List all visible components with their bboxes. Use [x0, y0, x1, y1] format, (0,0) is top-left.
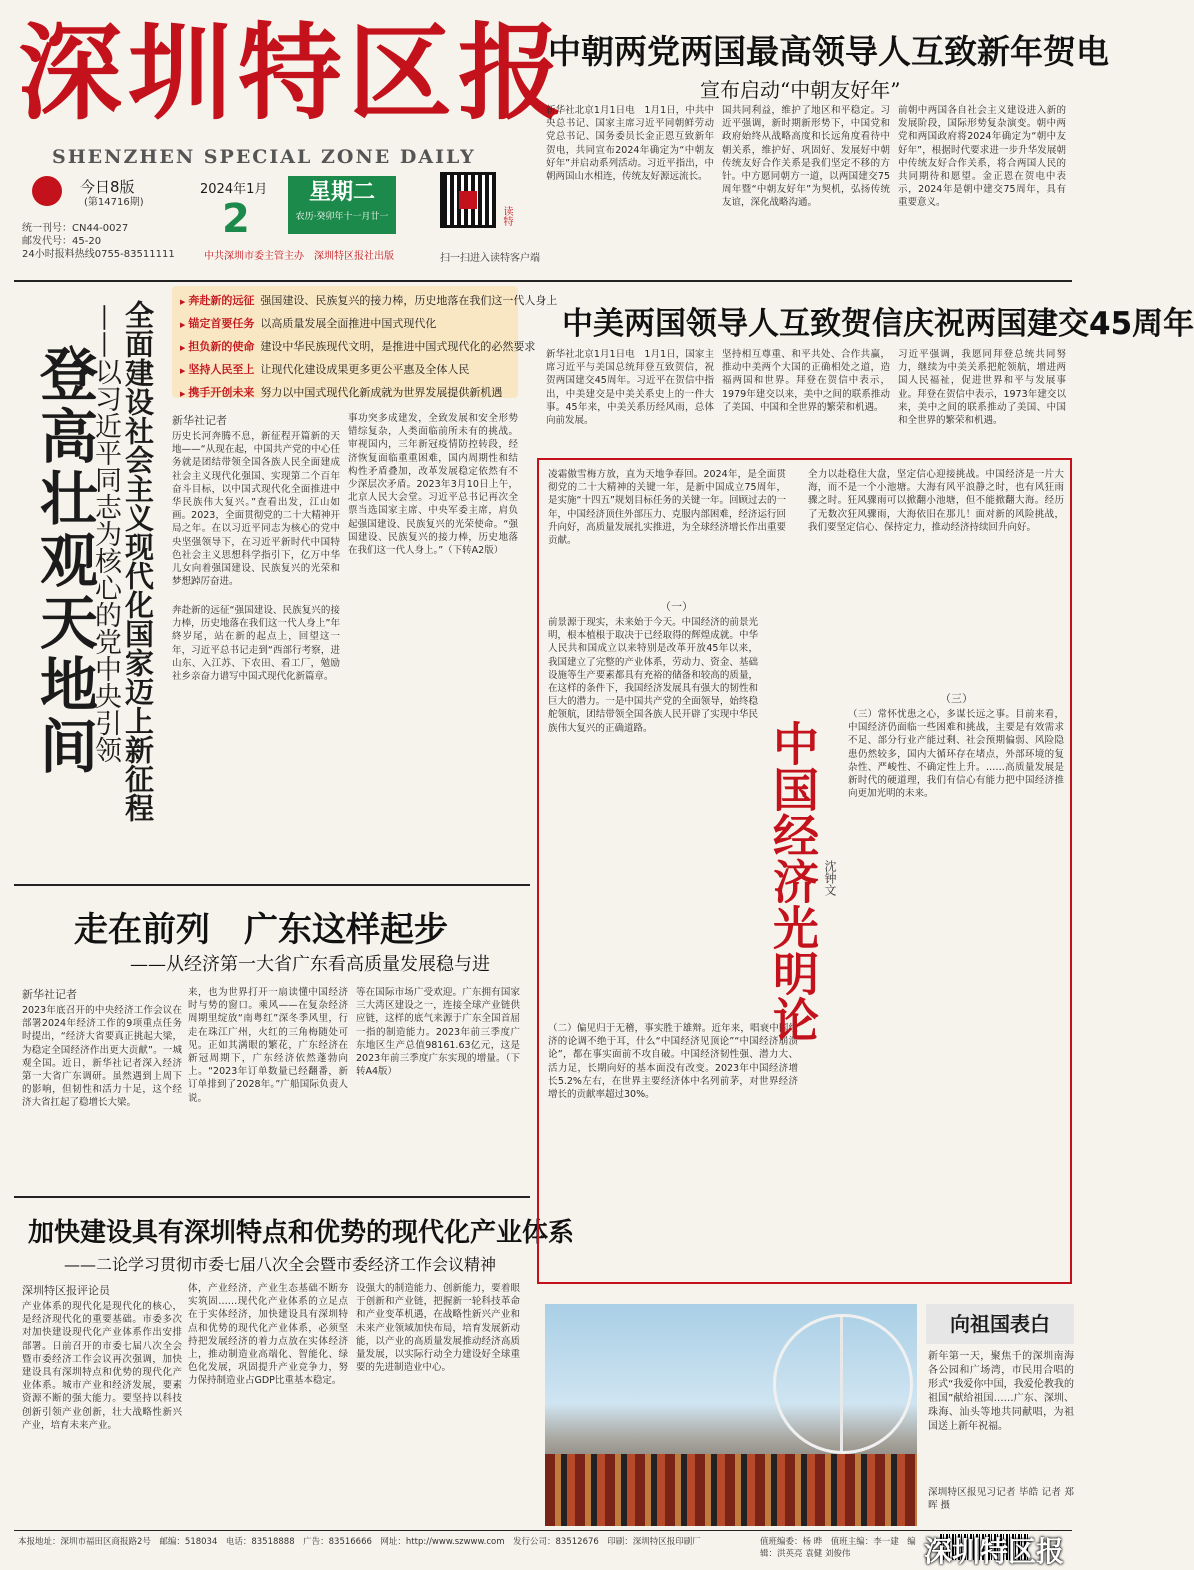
essay-section-3: （三） [940, 692, 973, 705]
footer-divider [14, 1530, 1072, 1531]
date-year-month: 2024年1月 [200, 182, 268, 197]
greeting-title[interactable]: 向祖国表白 [950, 1312, 1050, 1336]
essay-section-1: （一） [660, 600, 693, 613]
essay-col-a: 前景源于现实，未来始于今天。中国经济的前景光明，根本植根于取决于已经取得的辉煌成就。中华人民共和国成立以来特别是改革开放45年以来，我国建立了完整的产业体系，劳动力、资金、基础设施等生产要素都具有充裕的储备和较高的质量，在这样的条件下，我国经济发展具有强大的韧性和巨大的潜力。一是中国共产党的全面领导，始终稳舵领航，团结带领全国各族人民开辟了实现中华民族伟大复兴的正确道路。 [548, 617, 758, 734]
bullet-item[interactable]: ▶ 担负新的使命 建设中华民族现代文明，是推进中国式现代化的必然要求 [180, 336, 518, 359]
greeting-photo [545, 1304, 917, 1526]
greeting-credit: 深圳特区报见习记者 毕皓 记者 郑晖 摄 [928, 1487, 1074, 1512]
info-line-2: 邮发代号：45-20 [22, 236, 102, 247]
guangdong-col2: 来，也为世界打开一扇读懂中国经济时与势的窗口。乘风——在复杂经济周期里绽放“南粤红”深冬季风里，行走在珠江广州，火红的三角梅随处可见。正如其满眼的繁花，广东经济在新冠周期下，广东经济依然蓬勃向上。“2023年订单数量已经翻番，新订单排到了2028年。”广船国际负责人说。 [188, 987, 348, 1104]
essay-col-c: 全力以赴稳住大盘，坚定信心迎接挑战。中国经济是一片大海，而不是一个小池塘。大海有风平浪静之时，也有风狂雨骤之时。狂风骤雨可以掀翻小池塘，但不能掀翻大海。经历了无数次狂风骤雨，大海依旧在那儿！面对新的风险挑战，我们要坚定信心、保持定力，推动经济持续回升向好。 [808, 469, 1064, 533]
essay-lead: 凌霜傲雪梅方放，直为天地争春回。2024年，是全面贯彻党的二十大精神的关键一年，是新中国成立75周年，是实施“十四五”规划目标任务的关键一年。回顾过去的一年，中国经济顶住外部压力、克服内部困难，经济运行回升向好，高质量发展扎实推进，为全球经济增长作出重要贡献。 [548, 469, 786, 547]
guangdong-subhead: ——从经济第一大省广东看高质量发展稳与进 [130, 954, 490, 975]
feature-col1: 历史长河奔腾不息，新征程开篇新的天地——“从现在起，中国共产党的中心任务就是团结带领全国各族人民全面建成社会主义现代化强国、实现第二个百年奋斗目标，以中国式现代化全面推进中华民族伟大复兴。”查看出发，江山如画。2023，全面贯彻党的二十大精神开局之年。在以习近平同志为核心的党中央坚强领导下，在习近平新时代中国特色社会主义思想科学指引下，亿万中华儿女向着强国建设、民族复兴的光荣和梦想踔厉奋进。 [172, 431, 340, 588]
top-story-col1: 新华社北京1月1日电 1月1日，中共中央总书记、国家主席习近平同朝鲜劳动党总书记、国务委员长金正恩互致新年贺电，共同宣布2024年确定为“中朝友好年”并启动系列活动。习近平指出，中朝两国山水相连，传统友好源远流长。 [546, 105, 714, 183]
second-story-col3: 习近平强调，我愿同拜登总统共同努力，继续为中美关系把舵领航，增进两国人民福祉，促进世界和平与发展事业。拜登在贺信中表示，1973年建交以来，美中之间的联系推动了美国、中国和全世界的繁荣和机遇。 [898, 349, 1066, 427]
feature-main-title: 全面建设社会主义现代化国家迈上新征程 [121, 300, 155, 822]
info-line-1: 统一刊号：CN44-0027 [22, 223, 129, 234]
mid-divider-left [14, 884, 530, 886]
watermark: 深圳特区报 [923, 1535, 1064, 1568]
top-divider [14, 280, 1072, 282]
essay-author: 沈钟文 [823, 860, 837, 896]
top-story-col2: 国共同利益，维护了地区和平稳定。习近平强调，新时期新形势下，中国党和政府始终从战略高度和长远角度看待中朝关系，维护好、巩固好、发展好中朝传统友好合作关系是我们坚定不移的方针。中方愿同朝方一道，以两国建交75周年暨“中朝友好年”为契机，弘扬传统友谊，深化战略沟通。 [722, 105, 890, 209]
essay-col-b: （二）偏见归于无稽，事实胜于雄辩。近年来，唱衰中国经济的论调不绝于耳，什么“中国经济见顶论”“中国经济崩溃论”，都在事实面前不攻自破。中国经济韧性强、潜力大、活力足，长期向好的基本面没有改变。2023年中国经济增长5.2%左右，在世界主要经济体中名列前茅，对世界经济增长的贡献率超过30%。 [548, 1023, 798, 1101]
feature-col1b: 奔赴新的远征“强国建设、民族复兴的接力棒，历史地落在我们这一代人身上”年終岁尾，站在新的起点上，回望这一年，习近平总书记走到“西部行考察，进山东、入江苏、下农田、看工厂，勉励社乡亲奋力谱写中国式现代化新篇章。 [172, 605, 340, 683]
feature-headline[interactable]: 登高壮观天地间 [30, 344, 98, 778]
publisher-line: 中共深圳市委主管主办 深圳特区报社出版 [204, 251, 394, 262]
industry-headline[interactable]: 加快建设具有深圳特点和优势的现代化产业体系 [28, 1218, 575, 1248]
bullet-item[interactable]: ▶ 奔赴新的远征 强国建设、民族复兴的接力棒，历史地落在我们这一代人身上 [180, 290, 518, 313]
weekday-box [288, 176, 396, 234]
lunar-date: 农历·癸卯年十一月廿一 [295, 212, 389, 222]
weekday: 星期二 [308, 180, 375, 205]
industry-col2: 体，产业经济，产业生态基础不断夯实筑固……现代化产业体系的立足点在于实体经济，加快建设具有深圳特点和优势的现代化产业体系，必须坚持把发展经济的着力点放在实体经济上，推动制造业高端化、智能化、绿色化发展，巩固提升产业竞争力，努力保持制造业占GDP比重基本稳定。 [188, 1283, 348, 1387]
second-story-headline[interactable]: 中美两国领导人互致贺信庆祝两国建交45周年 [562, 306, 1194, 342]
feature-bullets [172, 286, 558, 399]
edition-label: 今日8版 [80, 178, 135, 196]
qr-code-icon[interactable] [440, 172, 496, 228]
industry-col3: 设强大的制造能力、创新能力，要着眼于创新和产业链，把握新一轮科技革命和产业变革机遇，在战略性新兴产业和未来产业领域加快布局，培育发展新动能，以产业的高质量发展推动经济高质量发展，以实际行动全力建设好全球重要的先进制造业中心。 [356, 1283, 520, 1374]
essay-title[interactable]: 中国经济光明论 [766, 720, 820, 1042]
footer-line-2: 值班编委：杨 晔 值班主编：李一建 编辑：洪英亮 袁健 刘俊伟 [760, 1537, 916, 1559]
newspaper-logo-icon [32, 176, 62, 206]
qr-caption: 扫一扫进入读特客户端 [440, 253, 540, 264]
greeting-text: 新年第一天，聚焦千的深圳南海各公园和广场湾，市民用合唱的形式“我爱你中国，我爱伦教我的祖国”献给祖国……广东、深圳、珠海、汕头等地共同献唱，为祖国送上新年祝福。 [928, 1351, 1074, 1432]
bullet-item[interactable]: ▶ 携手开创未来 努力以中国式现代化新成就为世界发展提供新机遇 [180, 382, 518, 405]
info-line-3: 24小时报料热线0755-83511111 [22, 249, 175, 260]
feature-source: 新华社记者 [172, 414, 227, 427]
masthead-english: SHENZHEN SPECIAL ZONE DAILY [52, 146, 476, 168]
masthead-title: 深圳特区报 [18, 11, 569, 134]
second-story-col2: 坚持相互尊重、和平共处、合作共赢，推动中美两个大国的正确相处之道，造福两国和世界。拜登在贺信中表示，1979年建交以来，美中之间的联系推动了美国、中国和全世界的繁荣和机遇。 [722, 349, 890, 413]
top-story-headline[interactable]: 中朝两党两国最高领导人互致新年贺电 [548, 32, 1109, 71]
industry-col1: 产业体系的现代化是现代化的核心，是经济现代化的重要基础。市委多次对加快建设现代化产业体系作出安排部署。日前召开的市委七届八次全会暨市委经济工作会议再次强调，加快建设具有深圳特点和优势的现代化产业体系。城市产业和经济发展，要素资源不断的强大能力。要坚持以科技创新引领产业创新，壮大战略性新兴产业，培育未来产业。 [22, 1301, 182, 1431]
footer-line-1: 本报地址：深圳市福田区商报路2号 邮编：518034 电话：83518888 广告：83516666 网址：http://www.szwww.com 发行公司：83512676 印刷：深圳特区报印刷厂 [18, 1537, 701, 1547]
top-story-col3: 前朝中两国各自社会主义建设进入新的发展阶段，国际形势复杂演变。朝中两党和两国政府将2024年确定为“朝中友好年”，根据时代要求进一步升华发展朝中传统友好合作关系，将合两国人民的共同期待和愿望。金正恩在贺电中表示，2024年是朝中建交75周年，具有重要意义。 [898, 105, 1066, 209]
industry-subhead: ——二论学习贯彻市委七届八次全会暨市委经济工作会议精神 [64, 1255, 497, 1274]
bullet-item[interactable]: ▶ 锚定首要任务 以高质量发展全面推进中国式现代化 [180, 313, 518, 336]
industry-source: 深圳特区报评论员 [22, 1284, 110, 1297]
guangdong-headline[interactable]: 走在前列 广东这样起步 [74, 910, 448, 950]
top-story-subhead: 宣布启动“中朝友好年” [700, 78, 901, 102]
guangdong-col3: 等在国际市场广受欢迎。广东拥有国家三大湾区建设之一，连接全球产业链供应链，这样的底气来源于广东全国首屈一指的制造能力。2023年前三季度广东地区生产总值98161.63亿元，这是2023年前三季度广东实现的增量。（下转A4版） [356, 987, 520, 1078]
qr-tag: 读特 [501, 206, 512, 226]
bullet-item[interactable]: ▶ 坚持人民至上 让现代化建设成果更多更公平惠及全体人民 [180, 359, 518, 382]
greeting-title-box [926, 1304, 1074, 1344]
issue-number: (第14716期) [84, 197, 144, 208]
lower-divider-left [14, 1196, 530, 1198]
feature-col2: 事功突多成建发，全致发展和安全形势错综复杂，人类面临前所未有的挑战。审视国内，三年新冠疫情防控转段，经济恢复面临重重困难，国内周期性和结构性矛盾叠加，改革发展稳定依然有不少深层次矛盾。2023年3月10日上午，北京人民大会堂。习近平总书记再次全票当选国家主席、中央军委主席，肩负起强国建设、民族复兴的光荣使命。“强国建设、民族复兴的接力棒，历史地落在我们这一代人身上。”（下转A2版） [348, 413, 518, 557]
feature-sub-title: ——以习近平同志为核心的党中央引领 [90, 304, 121, 763]
crowd-image [545, 1454, 917, 1526]
ferris-wheel-icon [773, 1314, 913, 1454]
guangdong-col1: 2023年底召开的中央经济工作会议在部署2024年经济工作的9项重点任务时提出，“经济大省要真正挑起大梁，为稳定全国经济作出更大贡献”。一城观全国。近日，新华社记者深入经济第一大省广东调研。虽然遇到上周下的影响，但韧性和活力十足，这个经济大省扛起了稳增长大梁。 [22, 1005, 182, 1109]
guangdong-source: 新华社记者 [22, 988, 77, 1001]
essay-col-d: （三）常怀忧患之心，多谋长远之事。目前来看，中国经济仍面临一些困难和挑战，主要是有效需求不足、部分行业产能过剩、社会预期偏弱、风险隐患仍然较多，国内大循环存在堵点，外部环境的复杂性、严峻性、不确定性上升。……高质量发展是新时代的硬道理，我们有信心有能力把中国经济推向更加光明的未来。 [848, 709, 1064, 800]
second-story-col1: 新华社北京1月1日电 1月1日，国家主席习近平与美国总统拜登互致贺信，祝贺两国建交45周年。习近平在贺信中指出，中美建交是中美关系史上的一件大事。45年来，中美关系历经风雨，总体向前发展。 [546, 349, 714, 427]
date-day: 2 [222, 196, 250, 242]
